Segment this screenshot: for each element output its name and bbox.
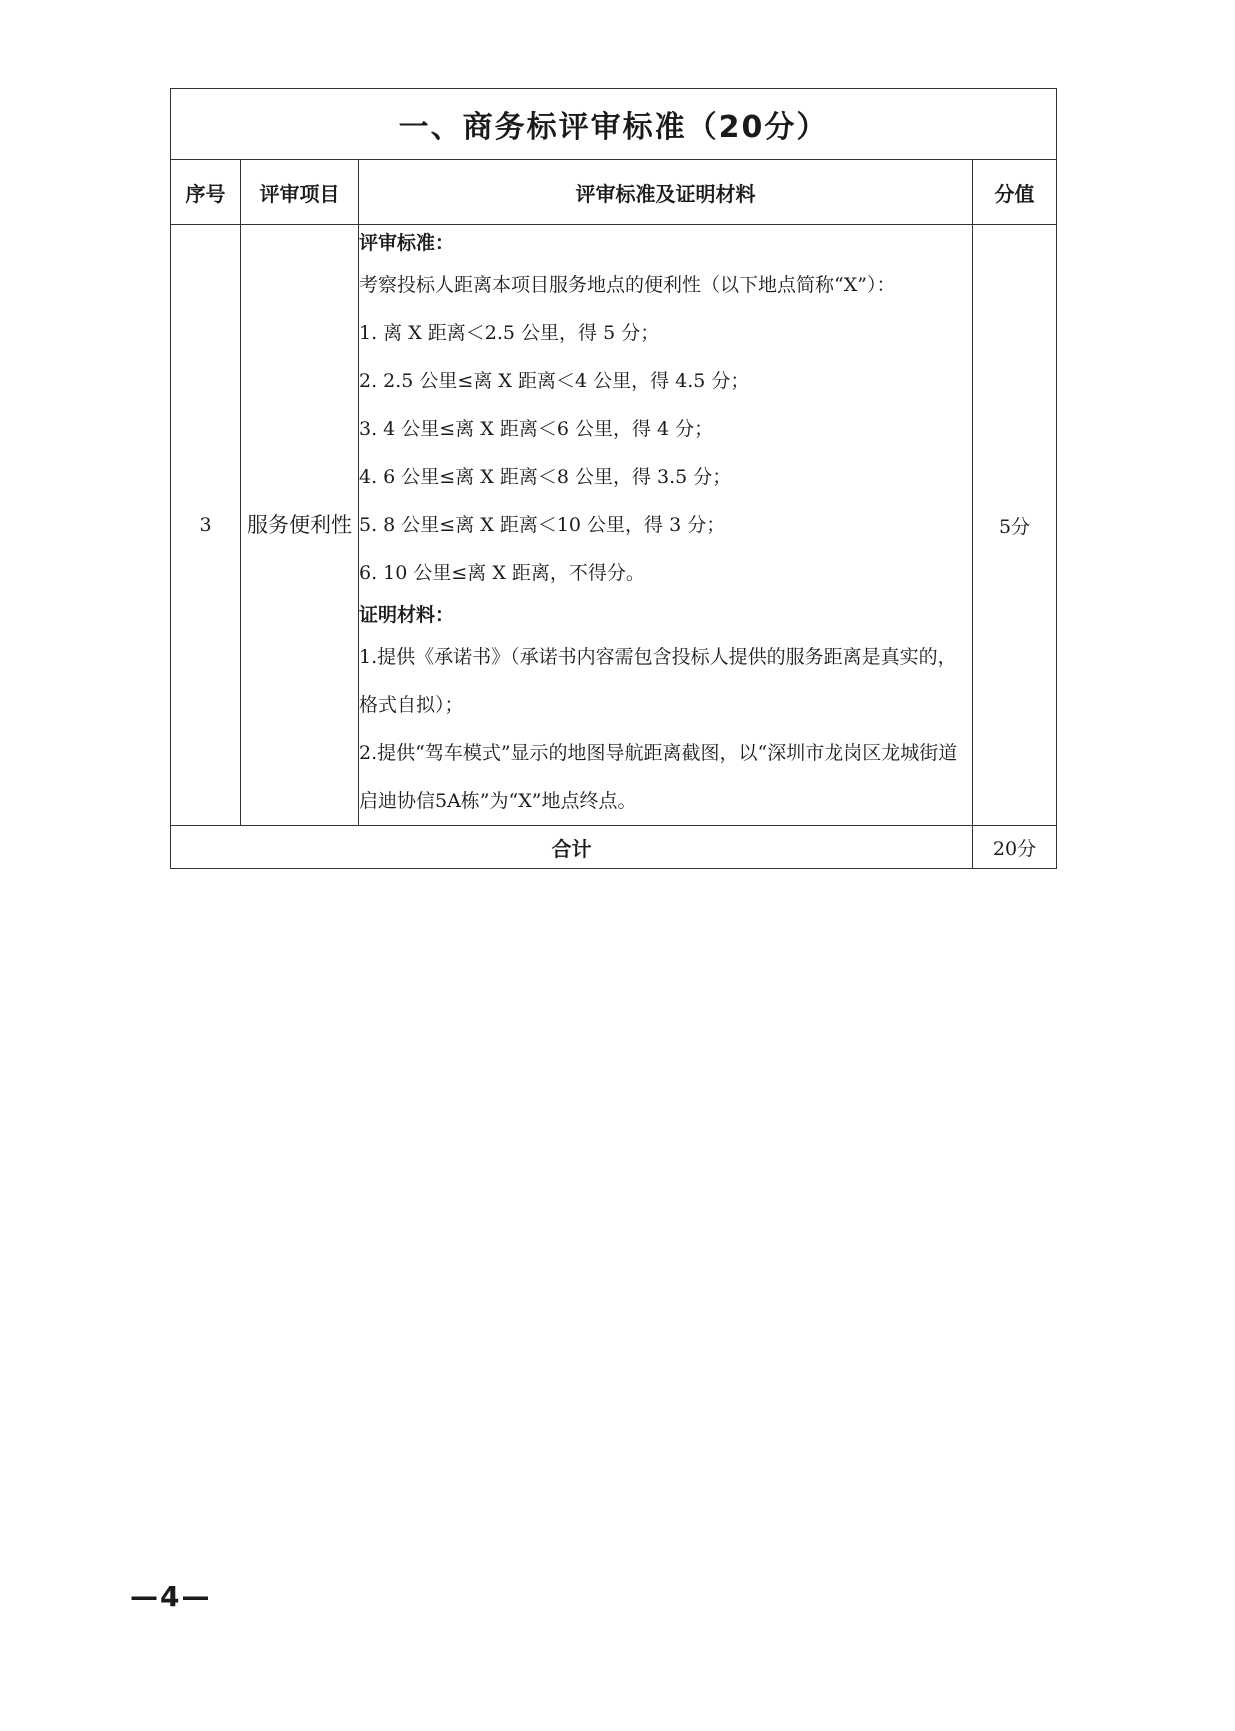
row-item: 服务便利性 (241, 225, 359, 826)
page-number: —4— (130, 1580, 212, 1613)
proof-item-1: 1.提供《承诺书》（承诺书内容需包含投标人提供的服务距离是真实的，格式自拟）； (359, 646, 957, 716)
header-score: 分值 (973, 160, 1057, 225)
criteria-intro: 考察投标人距离本项目服务地点的便利性（以下地点简称“X”）： (359, 274, 896, 296)
criteria-item-2: 2. 2.5 公里≤离 X 距离＜4 公里，得 4.5 分； (359, 370, 750, 392)
scoring-table (170, 88, 1057, 869)
row-seq: 3 (171, 225, 241, 826)
header-criteria: 评审标准及证明材料 (359, 160, 973, 225)
row-score: 5分 (973, 225, 1057, 826)
criteria-item-5: 5. 8 公里≤离 X 距离＜10 公里，得 3 分； (359, 514, 726, 536)
proof-heading: 证明材料： (359, 604, 455, 626)
criteria-item-3: 3. 4 公里≤离 X 距离＜6 公里，得 4 分； (359, 418, 714, 440)
criteria-item-6: 6. 10 公里≤离 X 距离，不得分。 (359, 562, 645, 584)
table-row (171, 225, 1057, 826)
total-row (171, 826, 1057, 869)
total-label: 合计 (171, 826, 973, 869)
proof-item-2: 2.提供“驾车模式”显示的地图导航距离截图，以“深圳市龙岗区龙城街道启迪协信5A栋”为“X”地点终点。 (359, 742, 958, 812)
header-seq: 序号 (171, 160, 241, 225)
table-header-row (171, 160, 1057, 225)
criteria-item-1: 1. 离 X 距离＜2.5 公里，得 5 分； (359, 322, 660, 344)
row-criteria (359, 225, 973, 826)
header-item: 评审项目 (241, 160, 359, 225)
total-score: 20分 (973, 826, 1057, 869)
criteria-heading: 评审标准： (359, 232, 455, 254)
criteria-item-4: 4. 6 公里≤离 X 距离＜8 公里，得 3.5 分； (359, 466, 732, 488)
table-title: 一、商务标评审标准（20分） (171, 89, 1057, 160)
